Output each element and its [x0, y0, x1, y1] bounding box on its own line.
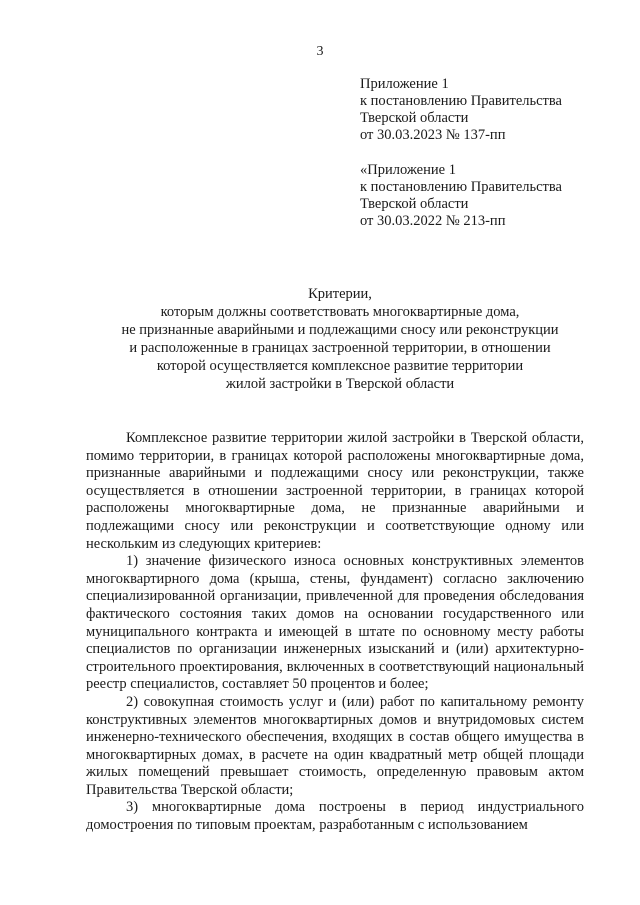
document-body [86, 430, 584, 835]
appendix-header-previous [360, 162, 562, 230]
criterion-3: 3) многоквартирные дома построены в период индустриального домостроения по типовым проектам, разработанным с использованием [86, 799, 584, 834]
appendix-line: Тверской области [360, 110, 469, 126]
title-line: которым должны соответствовать многоквартирные дома, [160, 304, 520, 320]
appendix-line: от 30.03.2023 № 137-пп [360, 127, 506, 143]
appendix-header-current [360, 76, 562, 144]
title-line: и расположенные в границах застроенной территории, в отношении [129, 340, 551, 356]
title-line: не признанные аварийными и подлежащими сносу или реконструкции [121, 322, 559, 338]
appendix-line: Приложение 1 [360, 76, 449, 92]
title-line: жилой застройки в Тверской области [225, 376, 455, 392]
appendix-line: от 30.03.2022 № 213-пп [360, 213, 506, 229]
appendix-line: Тверской области [360, 196, 469, 212]
document-title [60, 285, 620, 393]
appendix-line: к постановлению Правительства [360, 179, 562, 195]
appendix-line: «Приложение 1 [360, 162, 456, 178]
appendix-line: к постановлению Правительства [360, 93, 562, 109]
title-line: которой осуществляется комплексное развитие территории [156, 358, 524, 374]
intro-paragraph: Комплексное развитие территории жилой застройки в Тверской области, помимо территории, в границах которой расположены многоквартирные дома, признанные аварийными и подлежащими сносу или реконструкции, также осуществляется в отношении застроенной территории, в границах которой расположены многоквартирные дома, не признанные аварийными и подлежащими сносу или реконструкции и соответствующие одному или нескольким из следующих критериев: [86, 430, 584, 552]
criterion-2: 2) совокупная стоимость услуг и (или) работ по капитальному ремонту конструктивных элементов многоквартирных домов и внутридомовых систем инженерно-технического обеспечения, входящих в состав общего имущества в многоквартирных домах, в расчете на один квадратный метр общей площади жилых помещений превышает стоимость, определенную правовым актом Правительства Тверской области; [86, 693, 584, 798]
title-line: Критерии, [308, 286, 372, 302]
criterion-1: 1) значение физического износа основных конструктивных элементов многоквартирного дома (крыша, стены, фундамент) согласно заключению специализированной организации, привлеченной для проведения обследования фактического состояния таких домов на основании государственного или муниципального контракта и имеющей в штате по основному месту работы специалистов по организации инженерных изысканий и (или) архитектурно-строительного проектирования, включенных в соответствующий национальный реестр специалистов, составляет 50 процентов и более; [86, 553, 584, 693]
page-number: 3 [316, 44, 324, 59]
